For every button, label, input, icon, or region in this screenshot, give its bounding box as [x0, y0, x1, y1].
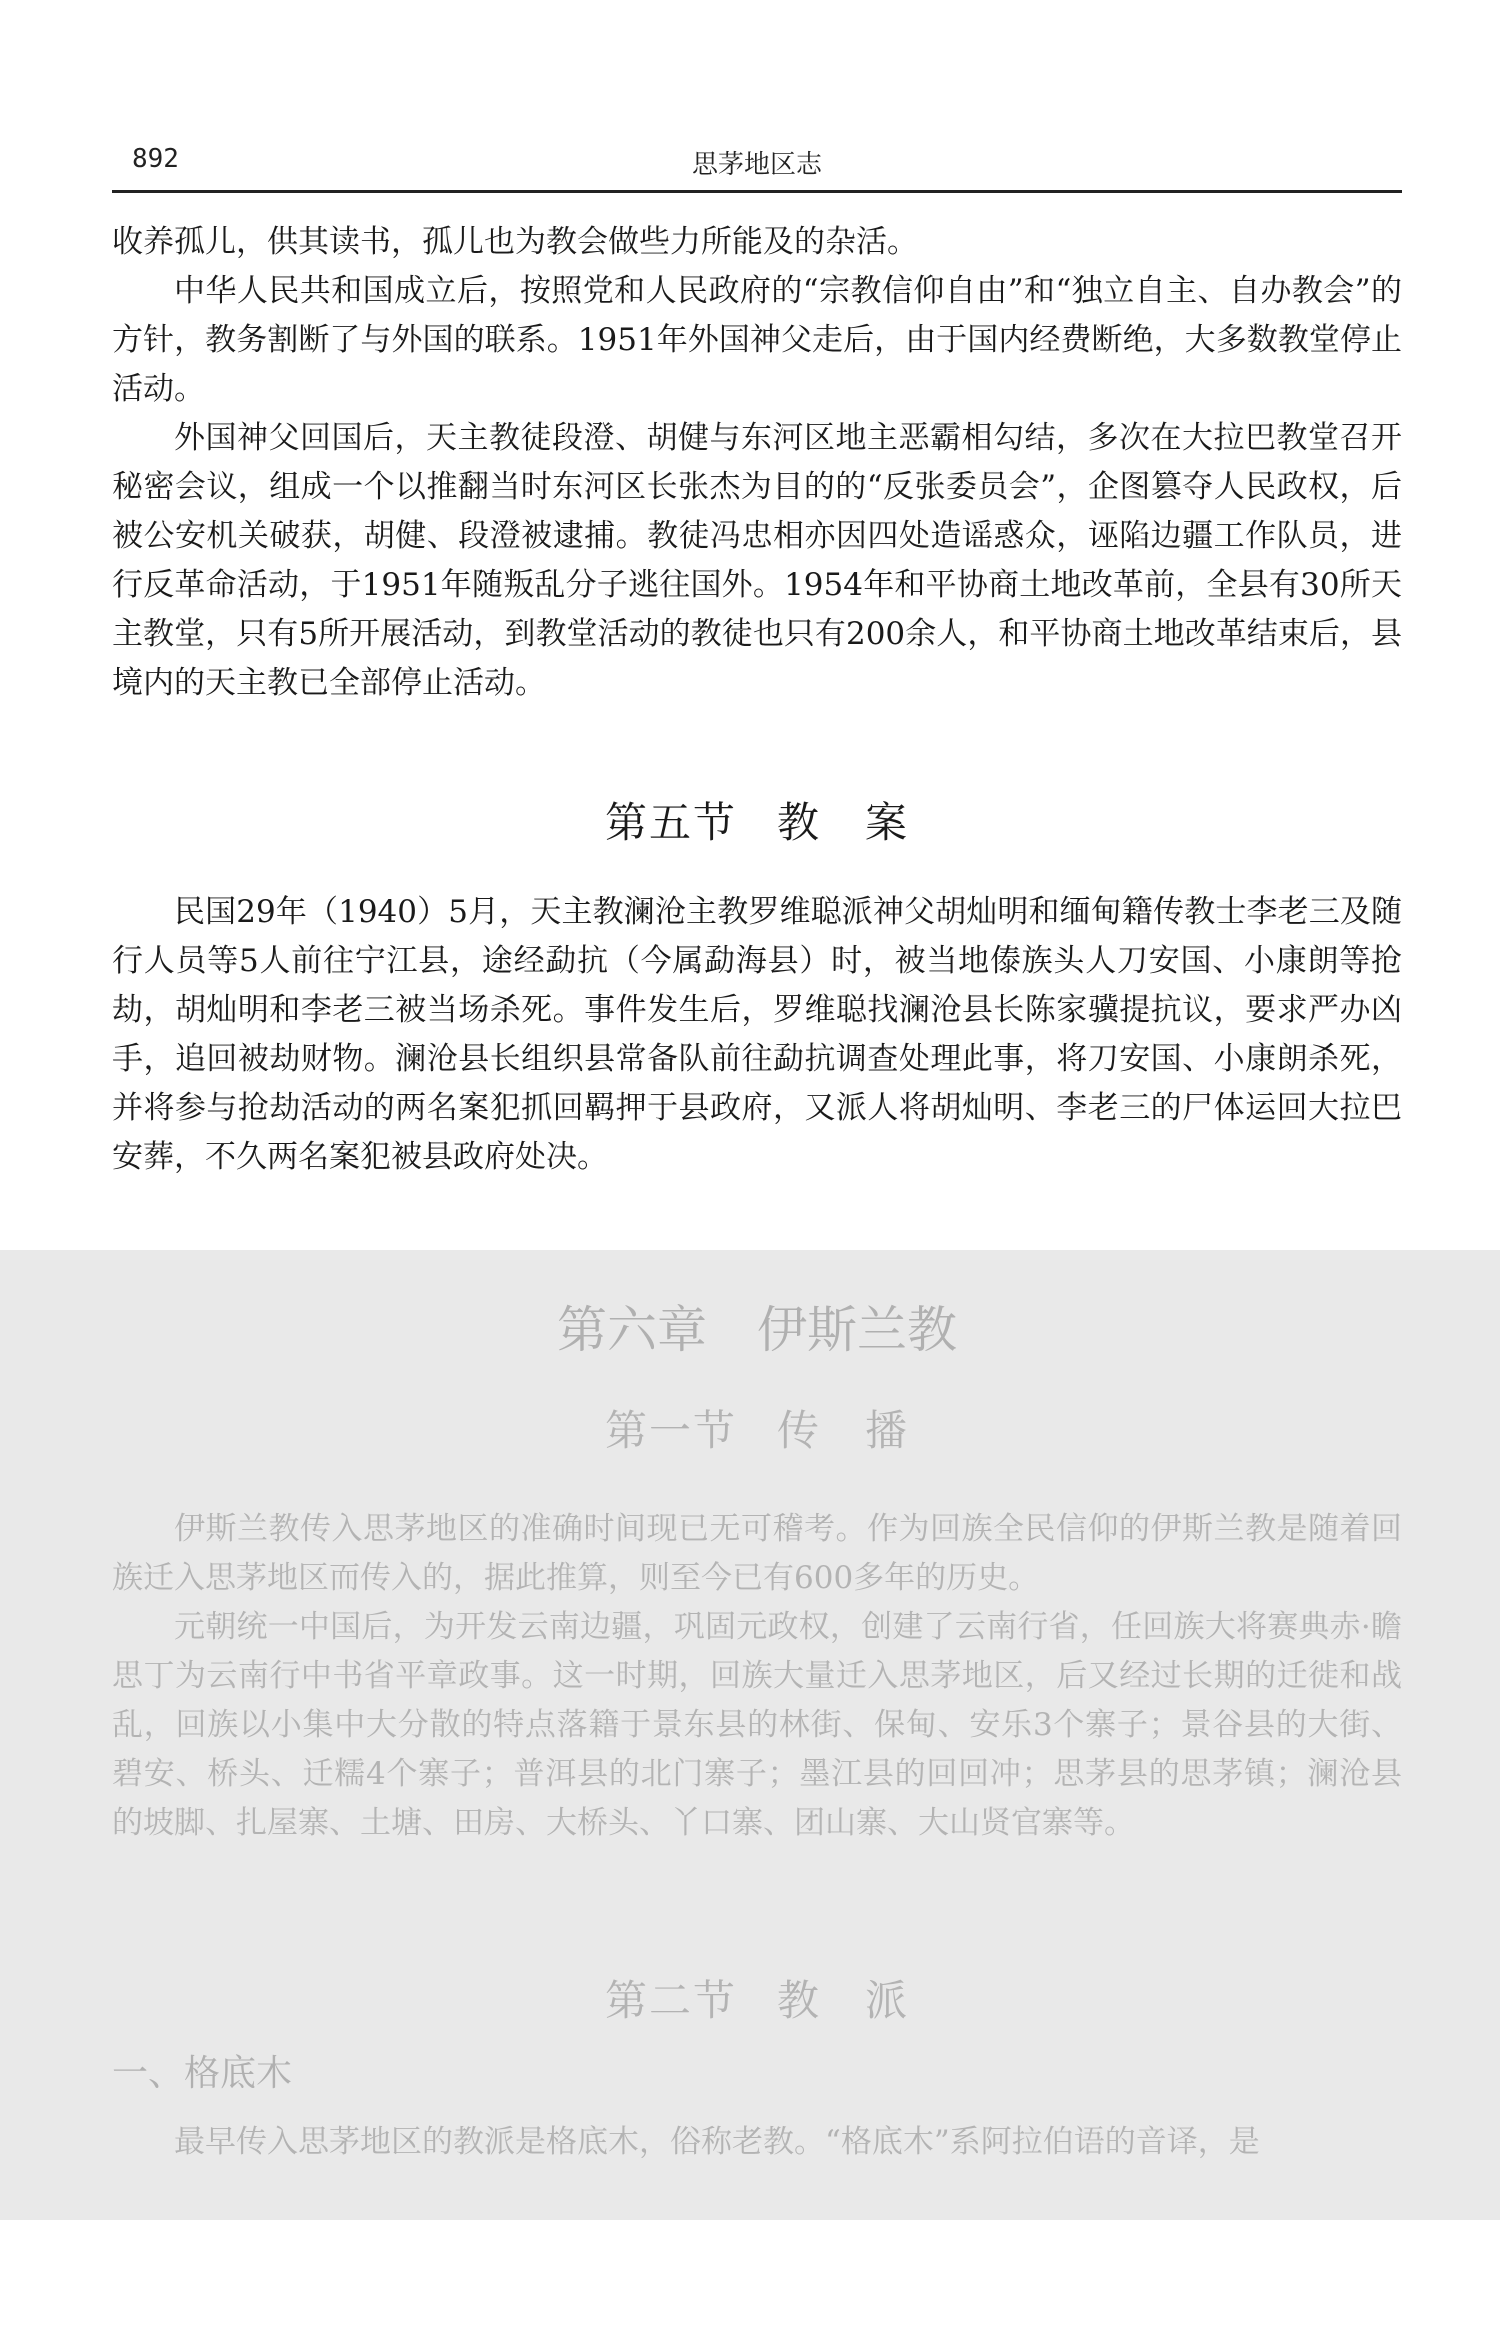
page-number: 892 — [132, 144, 179, 174]
section5-heading — [112, 790, 1402, 850]
chapter-number: 第六章 — [557, 1301, 707, 1359]
chapter6-section2-heading — [112, 1968, 1402, 2028]
paragraph: 最早传入思茅地区的教派是格底木，俗称老教。“格底木”系阿拉伯语的音译，是 — [174, 2124, 1260, 2160]
chapter-title: 伊斯兰教 — [757, 1301, 957, 1359]
paragraph: 元朝统一中国后，为开发云南边疆，巩固元政权，创建了云南行省，任回族大将赛典赤·瞻思丁为云南行中书省平章政事。这一时期，回族大量迁入思茅地区，后又经过长期的迁徙和战乱，回族以小集中大分散的特点落籍于景东县的林街、保甸、安乐3个寨子；景谷县的大街、碧安、桥头、迁糯4个寨子；普洱县的北门寨子；墨江县的回回冲；思茅县的思茅镇；澜沧县的坡脚、扎屋寨、土塘、田房、大桥头、丫口寨、团山寨、大山贤官寨等。 — [112, 1609, 1402, 1841]
section5-body — [112, 888, 1402, 1182]
section-title: 传 播 — [777, 1406, 910, 1455]
section-number: 第二节 — [604, 1976, 737, 2025]
chapter6-heading — [112, 1290, 1402, 1362]
chapter6-section2-body — [112, 2118, 1402, 2167]
paragraph: 中华人民共和国成立后，按照党和人民政府的“宗教信仰自由”和“独立自主、自办教会”的方针，教务割断了与外国的联系。1951年外国神父走后，由于国内经费断绝，大多数教堂停止活动。 — [112, 273, 1402, 407]
subsection-heading: 一、格底木 — [112, 2053, 293, 2094]
paragraph: 民国29年（1940）5月，天主教澜沧主教罗维聪派神父胡灿明和缅甸籍传教士李老三及随行人员等5人前往宁江县，途经勐抗（今属勐海县）时，被当地傣族头人刀安国、小康朗等抢劫，胡灿明和李老三被当场杀死。事件发生后，罗维聪找澜沧县长陈家骥提抗议，要求严办凶手，追回被劫财物。澜沧县长组织县常备队前往勐抗调查处理此事，将刀安国、小康朗杀死，并将参与抢劫活动的两名案犯抓回羁押于县政府，又派人将胡灿明、李老三的尸体运回大拉巴安葬，不久两名案犯被县政府处决。 — [112, 894, 1402, 1175]
chapter6-section1-body — [112, 1505, 1402, 1848]
paragraph: 收养孤儿，供其读书，孤儿也为教会做些力所能及的杂活。 — [112, 224, 918, 260]
section-number: 第五节 — [604, 798, 737, 847]
chapter6-section1-heading — [112, 1398, 1402, 1458]
section4-body — [112, 218, 1402, 708]
paragraph: 外国神父回国后，天主教徒段澄、胡健与东河区地主恶霸相勾结，多次在大拉巴教堂召开秘密会议，组成一个以推翻当时东河区长张杰为目的的“反张委员会”，企图篡夺人民政权，后被公安机关破获，胡健、段澄被逮捕。教徒冯忠相亦因四处造谣惑众，诬陷边疆工作队员，进行反革命活动，于1951年随叛乱分子逃往国外。1954年和平协商土地改革前，全县有30所天主教堂，只有5所开展活动，到教堂活动的教徒也只有200余人，和平协商土地改革结束后，县境内的天主教已全部停止活动。 — [112, 420, 1402, 701]
paragraph: 伊斯兰教传入思茅地区的准确时间现已无可稽考。作为回族全民信仰的伊斯兰教是随着回族迁入思茅地区而传入的，据此推算，则至今已有600多年的历史。 — [112, 1511, 1402, 1596]
running-title: 思茅地区志 — [692, 150, 823, 180]
section-title: 教 案 — [777, 798, 910, 847]
section-number: 第一节 — [604, 1406, 737, 1455]
running-header — [112, 140, 1402, 193]
section-title: 教 派 — [777, 1976, 910, 2025]
